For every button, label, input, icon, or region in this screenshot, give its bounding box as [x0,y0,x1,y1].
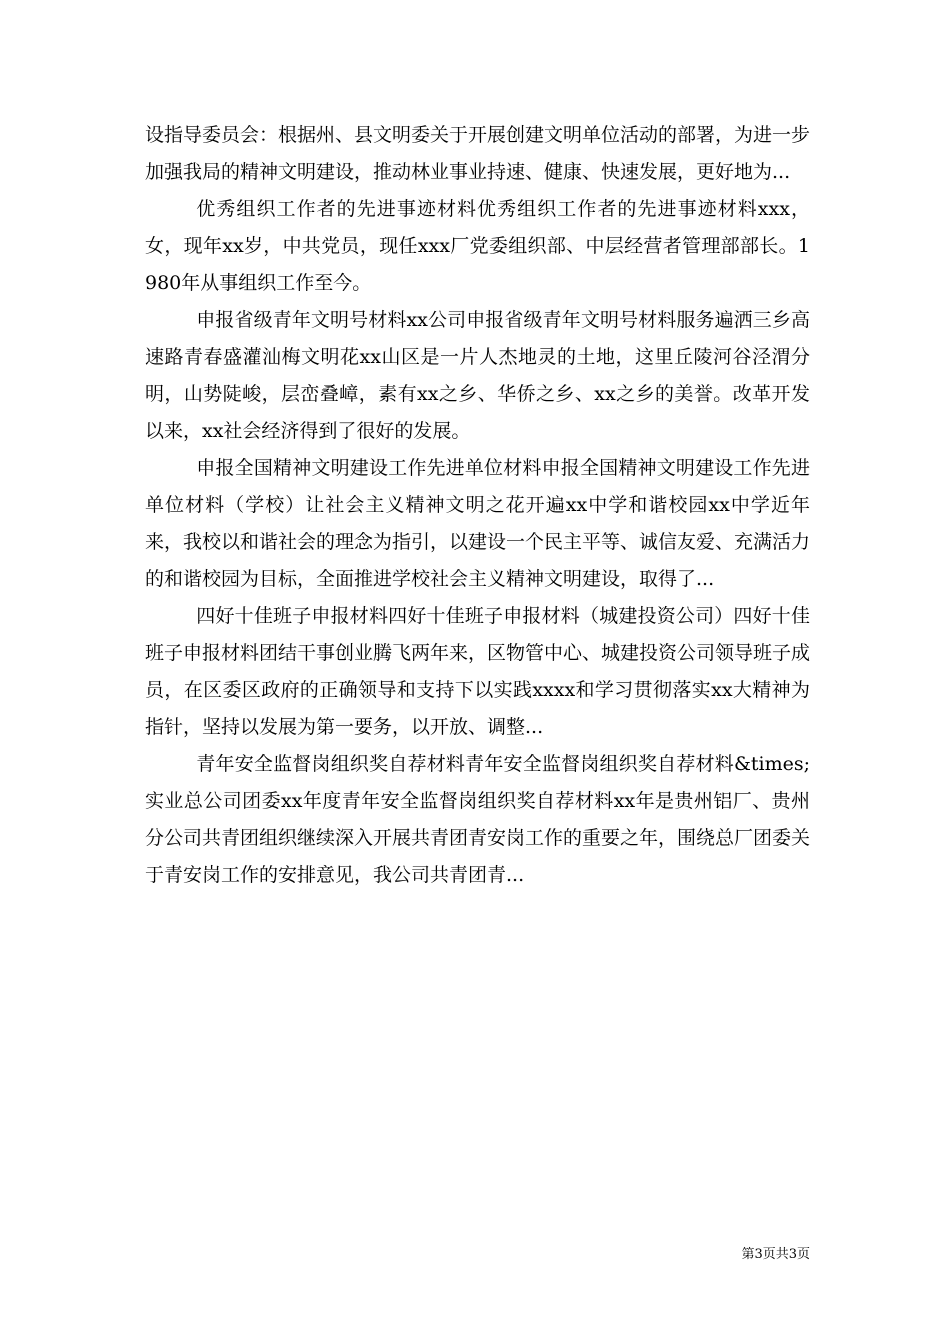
paragraph-youth-civilization: 申报省级青年文明号材料xx公司申报省级青年文明号材料服务遍洒三乡高速路青春盛灌汕梅文明花xx山区是一片人杰地灵的土地，这里丘陵河谷泾渭分明，山势陡峻，层峦叠嶂，素有xx之乡、华侨之乡、xx之乡的美誉。改革开发以来，xx社会经济得到了很好的发展。 [145,309,810,442]
paragraph-national-advanced-unit: 申报全国精神文明建设工作先进单位材料申报全国精神文明建设工作先进单位材料（学校）让社会主义精神文明之花开遍xx中学和谐校园xx中学近年来，我校以和谐社会的理念为指引，以建设一个民主平等、诚信友爱、充满活力的和谐校园为目标，全面推进学校社会主义精神文明建设，取得了... [145,457,811,590]
paragraph-continuation: 设指导委员会：根据州、县文明委关于开展创建文明单位活动的部署，为进一步加强我局的精神文明建设，推动林业事业持速、健康、快速发展，更好地为... [145,124,811,183]
document-body [145,117,810,894]
page-number: 第3页共3页 [741,1247,810,1262]
paragraph-safety-supervision: 青年安全监督岗组织奖自荐材料青年安全监督岗组织奖自荐材料&times;实业总公司团委xx年度青年安全监督岗组织奖自荐材料xx年是贵州铝厂、贵州分公司共青团组织继续深入开展共青团青安岗工作的重要之年，围绕总厂团委关于青安岗工作的安排意见，我公司共青团青... [145,753,811,886]
paragraph-four-good-team: 四好十佳班子申报材料四好十佳班子申报材料（城建投资公司）四好十佳班子申报材料团结干事创业腾飞两年来，区物管中心、城建投资公司领导班子成员，在区委区政府的正确领导和支持下以实践xxxx和学习贯彻落实xx大精神为指针，坚持以发展为第一要务，以开放、调整... [145,605,811,738]
paragraph-organizer-deeds: 优秀组织工作者的先进事迹材料优秀组织工作者的先进事迹材料xxx，女，现年xx岁，中共党员，现任xxx厂党委组织部、中层经营者管理部部长。1980年从事组织工作至今。 [145,198,810,294]
